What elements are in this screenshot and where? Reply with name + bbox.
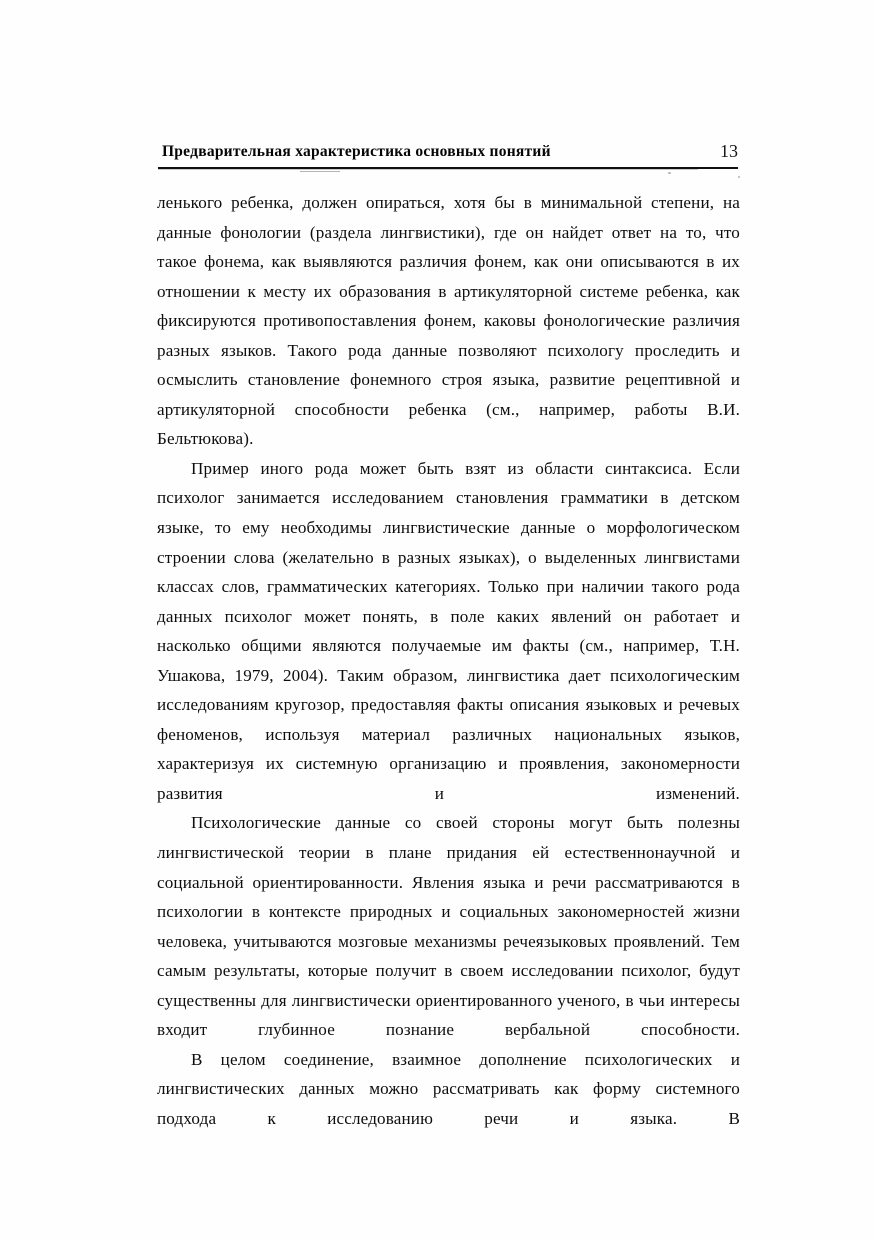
page-number: 13 [720,141,738,161]
running-head-title: Предварительная характеристика основных понятий [162,143,551,160]
header-rule-shadow [158,169,698,170]
scan-speck [300,171,340,172]
paragraph-1: ленького ребенка, должен опираться, хотя бы в минимальной степени, на данные фонологии (раздела лингвистики), где он найдет ответ на то, что такое фонема, как выявляются различия фонем, как они описываются в их отношении к месту их образования в артикуляторной системе ребенка, как фиксируются противопоставления фонем, каковы фонологические различия разных языков. Такого рода данные позволяют психологу проследить и осмыслить становление фонемного строя языка, развитие рецептивной и артикуляторной способности ребенка (см., например, работы В.И. Бельтюкова). [157,193,740,449]
body-text-block [157,188,740,1134]
paragraph-4: В целом соединение, взаимное дополнение психологических и лингвистических данных можно рассматривать как форму системного подхода к исследованию речи и языка. В [157,1049,740,1128]
paragraph-2: Пример иного рода может быть взят из области синтаксиса. Если психолог занимается исследованием становления грамматики в детском языке, то ему необходимы лингвистические данные о морфологическом строении слова (желательно в разных языках), о выделенных лингвистами классах слов, грамматических категориях. Только при наличии такого рода данных психолог может понять, в поле каких явлений он работает и насколько общими являются получаемые им факты (см., например, Т.Н. Ушакова, 1979, 2004). Таким образом, лингвистика дает психологическим исследованиям кругозор, предоставляя факты описания языковых и речевых феноменов, используя материал различных национальных языков, характеризуя их системную организацию и проявления, закономерности развития и изменений. [157,458,740,803]
paragraph-3: Психологические данные со своей стороны могут быть полезны лингвистической теории в плане придания ей естественнонаучной и социальной ориентированности. Явления языка и речи рассматриваются в психологии в контексте природных и социальных закономерностей жизни человека, учитываются мозговые механизмы речеязыковых проявлений. Тем самым результаты, которые получит в своем исследовании психолог, будут существенны для лингвистически ориентированного ученого, в чьи интересы входит глубинное познание вербальной способности. [157,813,740,1040]
scan-speck [668,172,671,174]
page-header [158,143,738,171]
scan-speck [738,176,740,178]
